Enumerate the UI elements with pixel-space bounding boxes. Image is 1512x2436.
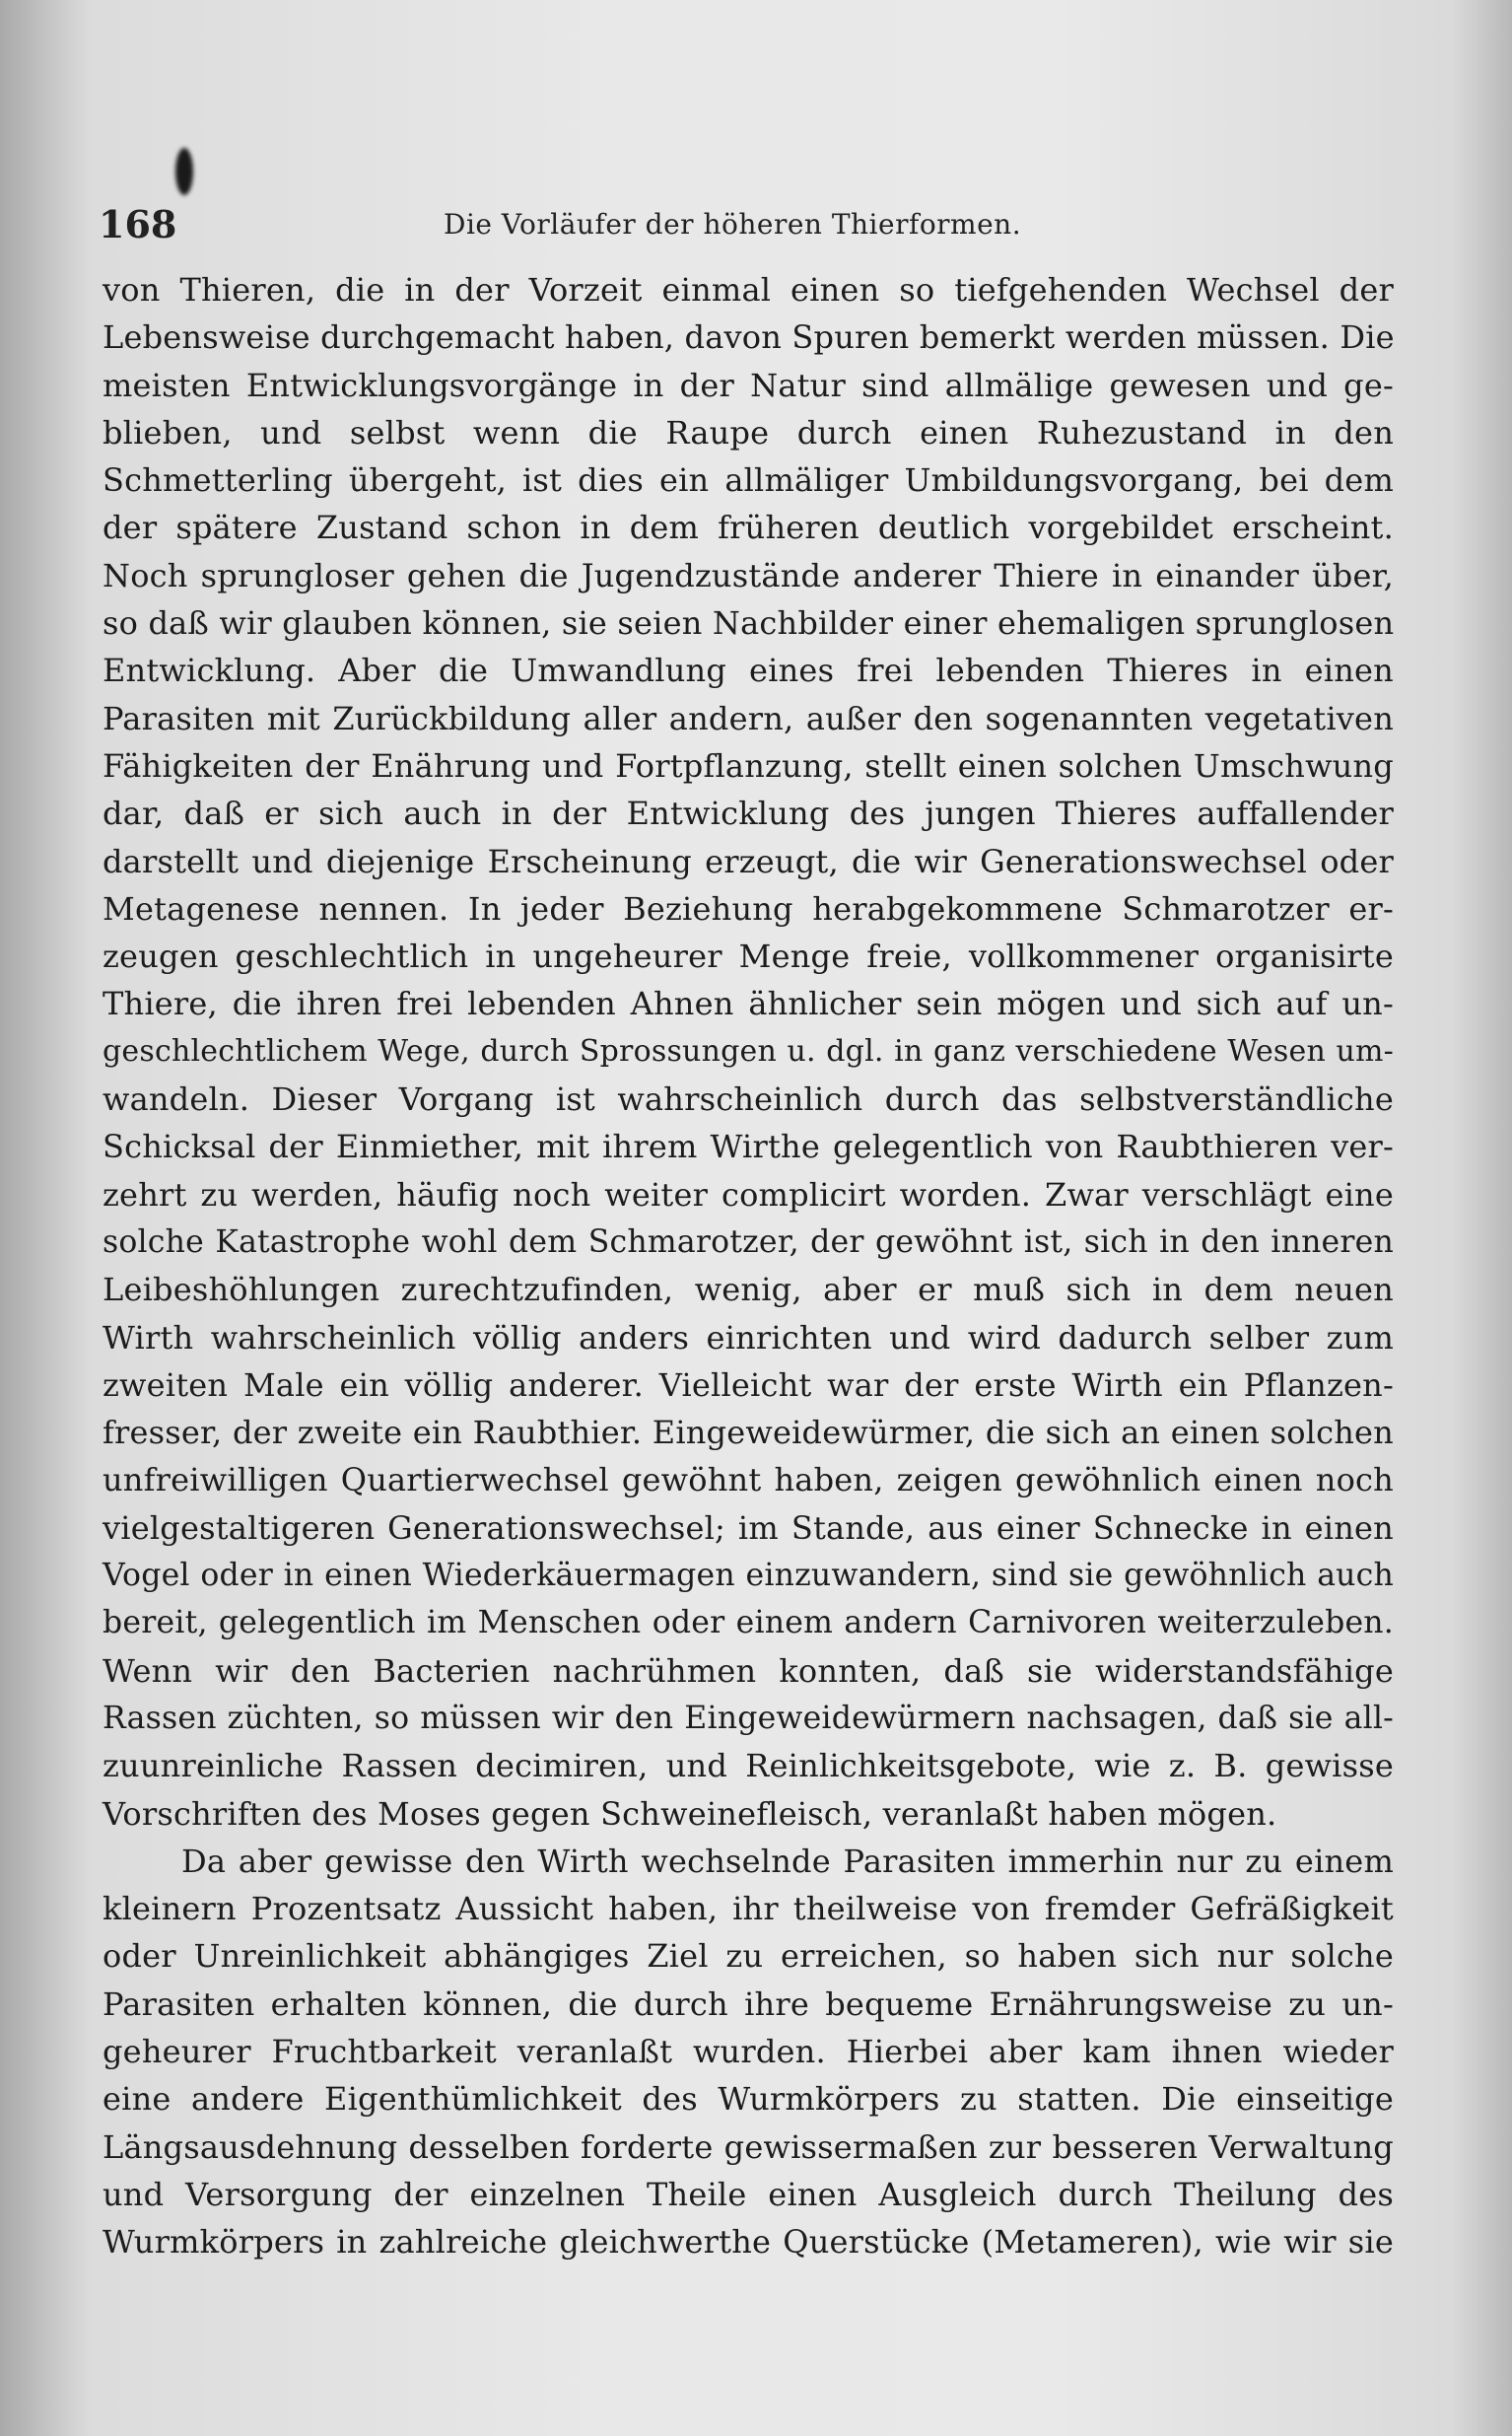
text-line: unfreiwilligen Quartierwechsel gewöhnt haben, zeigen gewöhnlich einen noch <box>103 1461 1394 1499</box>
page-header <box>99 202 1400 251</box>
text-line: so daß wir glauben können, sie seien Nachbilder einer ehemaligen sprunglosen <box>103 604 1395 643</box>
text-line: blieben, und selbst wenn die Raupe durch einen Ruhezustand in den <box>103 413 1394 452</box>
text-line: darstellt und diejenige Erscheinung erzeugt, die wir Generationswechsel oder <box>103 842 1394 880</box>
text-line: Da aber gewisse den Wirth wechselnde Parasiten immerhin nur zu einem <box>181 1842 1394 1880</box>
text-line: Wurmkörpers in zahlreiche gleichwerthe Querstücke (Metameren), wie wir sie <box>103 2223 1394 2262</box>
text-line: geheurer Fruchtbarkeit veranlaßt wurden. Hierbei aber kam ihnen wieder <box>103 2032 1394 2070</box>
text-line: Wenn wir den Bacterien nachrühmen konnten, daß sie widerstandsfähige <box>103 1651 1394 1690</box>
text-line: Schicksal der Einmiether, mit ihrem Wirthe gelegentlich von Raubthieren ver- <box>103 1128 1394 1166</box>
text-line: Längsausdehnung desselben forderte gewissermaßen zur besseren Verwaltung <box>103 2127 1394 2166</box>
text-line: Lebensweise durchgemacht haben, davon Spuren bemerkt werden müssen. Die <box>103 318 1395 357</box>
text-line: Leibeshöhlungen zurechtzufinden, wenig, aber er muß sich in dem neuen <box>103 1271 1394 1309</box>
text-line: Parasiten mit Zurückbildung aller andern, außer den sogenannten vegetativen <box>103 699 1394 737</box>
text-line: zuunreinliche Rassen decimiren, und Reinlichkeitsgebote, wie z. B. gewisse <box>103 1747 1394 1785</box>
text-line: Parasiten erhalten können, die durch ihre bequeme Ernährungsweise zu un- <box>103 1984 1394 2023</box>
text-line: wandeln. Dieser Vorgang ist wahrscheinlich durch das selbstverständliche <box>103 1080 1394 1119</box>
text-line: von Thieren, die in der Vorzeit einmal einen so tiefgehenden Wechsel der <box>103 271 1394 309</box>
text-line: Schmetterling übergeht, ist dies ein allmäliger Umbildungsvorgang, bei dem <box>103 461 1394 500</box>
text-line: Rassen züchten, so müssen wir den Eingeweidewürmern nachsagen, daß sie all- <box>103 1700 1394 1736</box>
text-line: der spätere Zustand schon in dem früheren deutlich vorgebildet erscheint. <box>103 509 1394 547</box>
text-line: zweiten Male ein völlig anderer. Vielleicht war der erste Wirth ein Pflanzen- <box>103 1365 1394 1404</box>
text-line: Noch sprungloser gehen die Jugendzustände anderer Thiere in einander über, <box>103 556 1394 594</box>
text-line: kleinern Prozentsatz Aussicht haben, ihr theilweise von fremder Gefräßigkeit <box>103 1890 1394 1928</box>
text-line: oder Unreinlichkeit abhängiges Ziel zu erreichen, so haben sich nur solche <box>103 1937 1394 1976</box>
page-number: 168 <box>99 202 177 246</box>
text-line: Thiere, die ihren frei lebenden Ahnen ähnlicher sein mögen und sich auf un- <box>103 985 1394 1023</box>
text-line: Metagenese nennen. In jeder Beziehung herabgekommene Schmarotzer er- <box>103 889 1394 928</box>
text-line: vielgestaltigeren Generationswechsel; im Stande, aus einer Schnecke in einen <box>103 1508 1394 1547</box>
text-line: dar, daß er sich auch in der Entwicklung des jungen Thieres auffallender <box>103 795 1394 833</box>
text-line: fresser, der zweite ein Raubthier. Eingeweidewürmer, die sich an einen solchen <box>103 1414 1394 1452</box>
running-title: Die Vorläufer der höheren Thierformen. <box>444 208 1022 241</box>
text-line: meisten Entwicklungsvorgänge in der Natur sind allmälige gewesen und ge- <box>103 366 1394 404</box>
ink-blot <box>175 148 193 195</box>
text-line: Fähigkeiten der Enährung und Fortpflanzung, stellt einen solchen Umschwung <box>103 746 1394 785</box>
text-line: Vogel oder in einen Wiederkäuermagen einzuwandern, sind sie gewöhnlich auch <box>103 1558 1394 1594</box>
text-line: zehrt zu werden, häufig noch weiter complicirt worden. Zwar verschlägt eine <box>103 1175 1394 1214</box>
body-text <box>103 266 1394 2265</box>
text-line: Vorschriften des Moses gegen Schweinefleisch, veranlaßt haben mögen. <box>103 1794 1277 1833</box>
text-line: bereit, gelegentlich im Menschen oder einem andern Carnivoren weiterzuleben. <box>103 1605 1394 1641</box>
text-line: Entwicklung. Aber die Umwandlung eines frei lebenden Thieres in einen <box>103 652 1394 690</box>
text-line: geschlechtlichem Wege, durch Sprossungen u. dgl. in ganz verschiedene Wesen um- <box>103 1033 1394 1069</box>
text-line: zeugen geschlechtlich in ungeheurer Menge freie, vollkommener organisirte <box>103 938 1394 976</box>
text-line: solche Katastrophe wohl dem Schmarotzer, der gewöhnt ist, sich in den inneren <box>103 1223 1394 1260</box>
text-line: Wirth wahrscheinlich völlig anders einrichten und wird dadurch selber zum <box>103 1318 1394 1357</box>
text-line: eine andere Eigenthümlichkeit des Wurmkörpers zu statten. Die einseitige <box>103 2080 1394 2119</box>
text-line: und Versorgung der einzelnen Theile einen Ausgleich durch Theilung des <box>103 2175 1394 2213</box>
